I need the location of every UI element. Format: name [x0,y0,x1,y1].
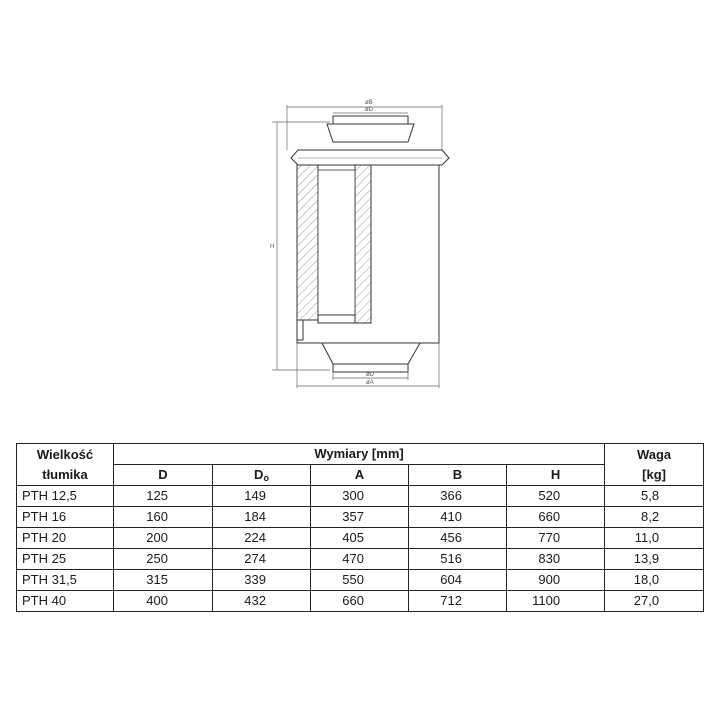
dim-label-top-inner: øD [365,107,373,113]
bottom-collar [322,343,420,372]
cell-name: PTH 31,5 [17,570,114,591]
cell-weight: 18,0 [605,570,704,591]
cell-H: 520 [507,486,605,507]
cell-A: 300 [311,486,409,507]
cell-weight: 13,9 [605,549,704,570]
header-weight-line1: Waga [636,446,672,462]
inner-baffle [355,165,371,323]
outer-insulation [297,165,318,320]
table-row [17,486,704,507]
table-row [17,549,704,570]
cell-A: 405 [311,528,409,549]
cell-A: 357 [311,507,409,528]
cell-D: 160 [114,507,213,528]
header-size [17,444,114,486]
cell-A: 470 [311,549,409,570]
cell-Do: 224 [213,528,311,549]
cell-name: PTH 40 [17,591,114,612]
cell-Do: 432 [213,591,311,612]
cell-name: PTH 16 [17,507,114,528]
cell-B: 604 [409,570,507,591]
cell-D: 250 [114,549,213,570]
cell-B: 456 [409,528,507,549]
cell-A: 550 [311,570,409,591]
table-header-row [17,444,704,465]
header-H: H [507,465,605,486]
top-cap [291,150,449,165]
cell-weight: 11,0 [605,528,704,549]
cell-H: 900 [507,570,605,591]
cell-B: 712 [409,591,507,612]
table-row [17,570,704,591]
cell-D: 125 [114,486,213,507]
header-size-line1: Wielkość [36,446,94,462]
cell-A: 660 [311,591,409,612]
cell-name: PTH 20 [17,528,114,549]
dim-label-bottom-inner: øD [366,372,374,378]
cell-B: 366 [409,486,507,507]
header-Do [213,465,311,486]
cell-Do: 339 [213,570,311,591]
inner-channel [318,170,355,315]
header-weight [605,444,704,486]
table-row [17,507,704,528]
header-weight-line2: [kg] [642,466,666,482]
top-collar [327,116,414,142]
header-dimensions-group: Wymiary [mm] [114,444,605,465]
header-Do-sub: o [263,473,269,483]
cell-D: 200 [114,528,213,549]
cell-D: 400 [114,591,213,612]
header-size-line2: tłumika [42,466,88,482]
cell-H: 1100 [507,591,605,612]
cell-Do: 149 [213,486,311,507]
header-B: B [409,465,507,486]
cell-H: 660 [507,507,605,528]
table-row [17,591,704,612]
dimensions-table [16,443,704,612]
cell-name: PTH 25 [17,549,114,570]
table-row [17,528,704,549]
cell-D: 315 [114,570,213,591]
cell-B: 410 [409,507,507,528]
cell-weight: 27,0 [605,591,704,612]
dim-label-height: H [270,244,275,250]
header-A: A [311,465,409,486]
cell-H: 770 [507,528,605,549]
cell-B: 516 [409,549,507,570]
table-subheader-row [17,465,704,486]
cell-H: 830 [507,549,605,570]
header-D: D [114,465,213,486]
header-Do-main: D [254,467,264,482]
cell-Do: 274 [213,549,311,570]
cell-weight: 5,8 [605,486,704,507]
dim-label-bottom-outer: øA [366,380,374,386]
cell-name: PTH 12,5 [17,486,114,507]
cell-weight: 8,2 [605,507,704,528]
cell-Do: 184 [213,507,311,528]
dim-label-top-outer: øB [365,100,373,106]
